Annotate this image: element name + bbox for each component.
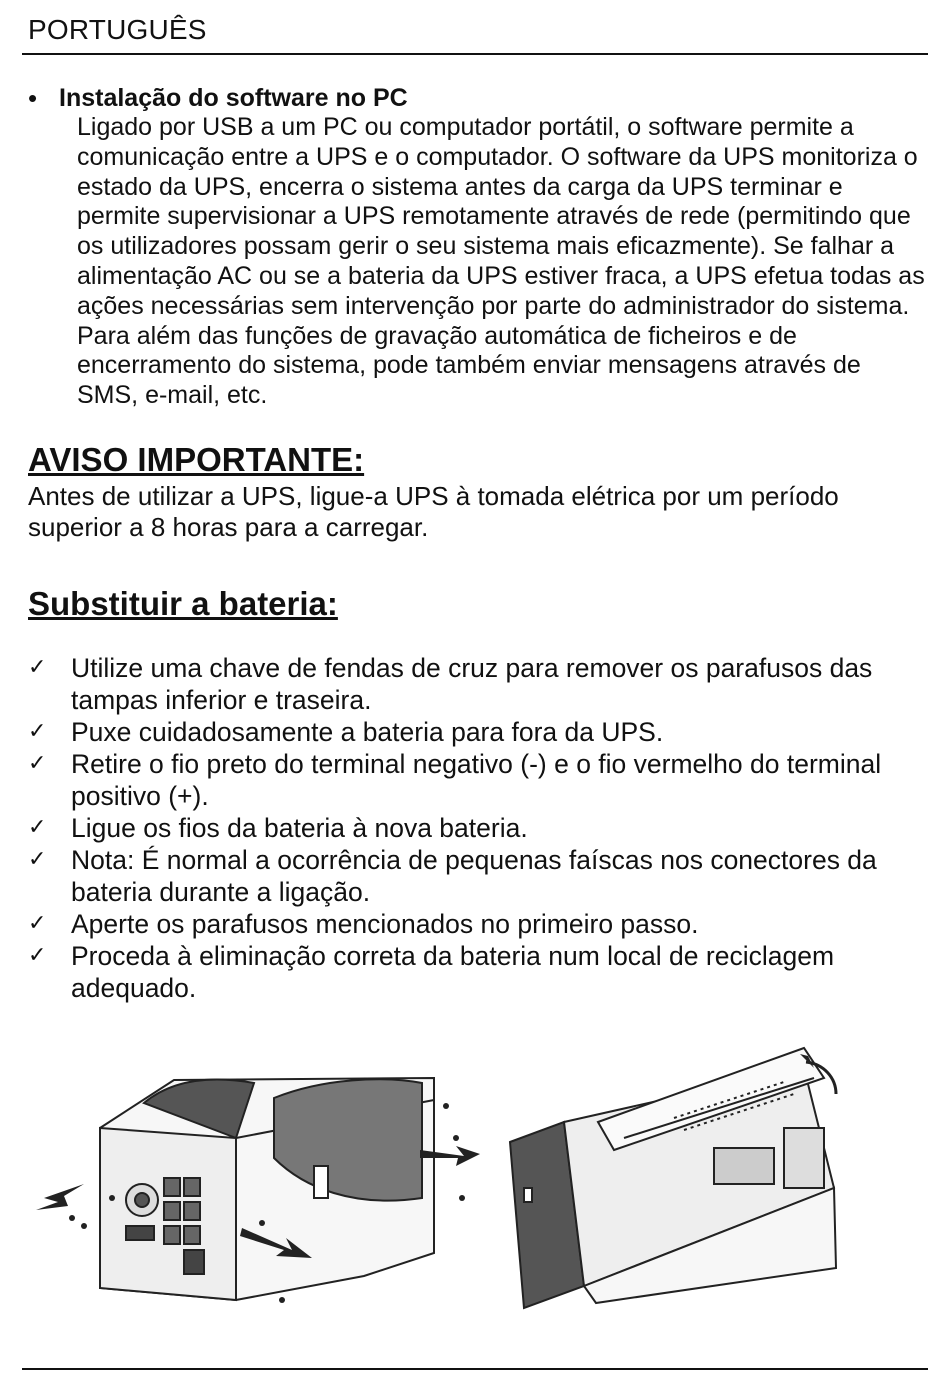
install-title: Instalação do software no PC (59, 84, 408, 112)
step-text: Ligue os fios da bateria à nova bateria. (71, 813, 528, 843)
step-text: Nota: É normal a ocorrência de pequenas faíscas nos conectores da bateria durante a ligação. (71, 845, 877, 907)
bullet-dot: • (28, 83, 38, 113)
list-item (28, 844, 928, 908)
checkmark-icon: ✓ (28, 911, 47, 936)
list-item (28, 908, 928, 940)
checkmark-icon: ✓ (28, 719, 47, 744)
aviso-heading: AVISO IMPORTANTE: (28, 441, 365, 478)
aviso-text: Antes de utilizar a UPS, ligue-a UPS à tomada elétrica por um período superior a 8 horas para a carregar. (28, 481, 839, 542)
step-text: Puxe cuidadosamente a bateria para fora da UPS. (71, 717, 664, 747)
checkmark-icon: ✓ (28, 751, 47, 776)
battery-replacement-illustration (24, 1038, 924, 1318)
step-text: Utilize uma chave de fendas de cruz para remover os parafusos das tampas inferior e traseira. (71, 653, 873, 715)
checkmark-icon: ✓ (28, 943, 47, 968)
step-text: Proceda à eliminação correta da bateria num local de reciclagem adequado. (71, 941, 835, 1003)
language-header: PORTUGUÊS (28, 14, 207, 45)
bottom-rule (22, 1368, 928, 1370)
list-item (28, 716, 928, 748)
ups-rear-drawing (100, 1078, 434, 1300)
ups-open-drawing (510, 1048, 836, 1308)
list-item (28, 940, 928, 1004)
top-rule (22, 53, 928, 55)
battery-heading: Substituir a bateria: (28, 585, 338, 622)
list-item (28, 812, 928, 844)
battery-steps-list (28, 652, 928, 1004)
install-body: Ligado por USB a um PC ou computador portátil, o software permite a comunicação entre a UPS e o computador. O software da UPS monitoriza o estado da UPS, encerra o sistema antes da carga da UPS terminar e permite supervisionar a UPS remotamente através de rede (permitindo que os utilizadores possam gerir o seu sistema mais eficazmente). Se falhar a alimentação AC ou se a bateria da UPS estiver fraca, a UPS efetua todas as ações necessárias sem intervenção por parte do administrador do sistema. Para além das funções de gravação automática de ficheiros e de encerramento do sistema, pode também enviar mensagens através de SMS, e-mail, etc. (77, 113, 925, 410)
checkmark-icon: ✓ (28, 815, 47, 840)
checkmark-icon: ✓ (28, 655, 47, 680)
step-text: Retire o fio preto do terminal negativo (-) e o fio vermelho do terminal positivo (+). (71, 749, 882, 811)
step-text: Aperte os parafusos mencionados no primeiro passo. (71, 909, 699, 939)
checkmark-icon: ✓ (28, 847, 47, 872)
list-item (28, 748, 928, 812)
list-item (28, 652, 928, 716)
